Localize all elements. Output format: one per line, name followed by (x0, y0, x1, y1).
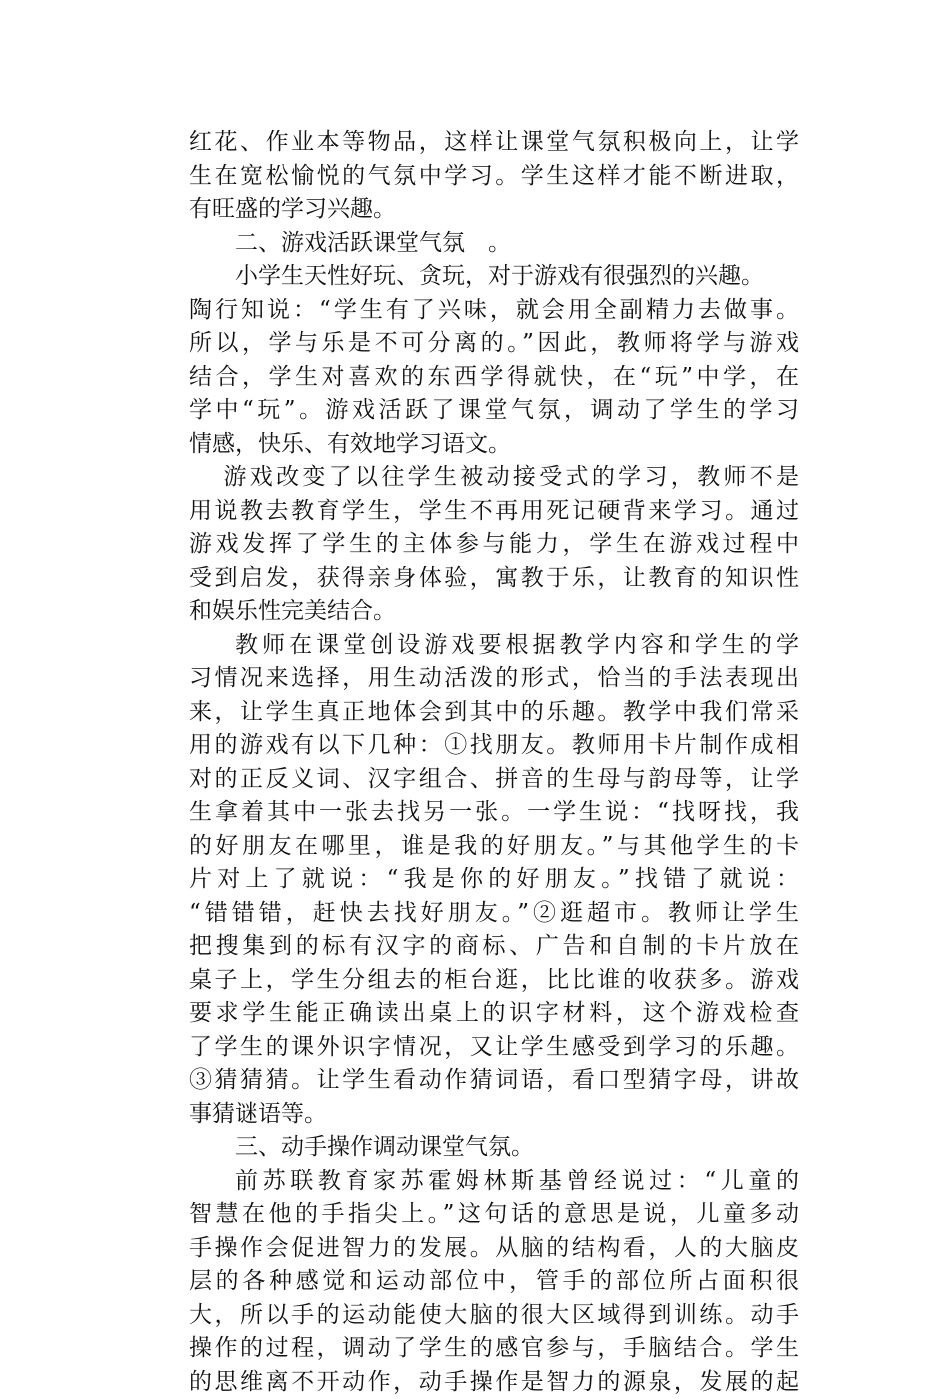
text-line: 片对上了就说：“我是你的好朋友。”找错了就说： (189, 863, 799, 897)
text-line: 事猜谜语等。 (189, 1098, 799, 1132)
text-line: 的好朋友在哪里，谁是我的好朋友。”与其他学生的卡 (189, 830, 799, 864)
text-line: 三、动手操作调动课堂气氛。 (189, 1131, 799, 1165)
text-line: 桌子上，学生分组去的柜台逛，比比谁的收获多。游戏 (189, 964, 799, 998)
text-line: 用的游戏有以下几种：①找朋友。教师用卡片制作成相 (189, 729, 799, 763)
text-line: “错错错，赶快去找好朋友。”②逛超市。教师让学生 (189, 897, 799, 931)
text-line: 生拿着其中一张去找另一张。一学生说：“找呀找，我 (189, 796, 799, 830)
text-line: 情感，快乐、有效地学习语文。 (189, 428, 799, 462)
text-line: 习情况来选择，用生动活泼的形式，恰当的手法表现出 (189, 662, 799, 696)
text-line: 有旺盛的学习兴趣。 (189, 193, 799, 227)
text-line: 的思维离不开动作，动手操作是智力的源泉，发展的起 (189, 1366, 799, 1399)
text-line: 陶行知说：“学生有了兴味，就会用全副精力去做事。 (189, 294, 799, 328)
text-line: 前苏联教育家苏霍姆林斯基曾经说过：“儿童的 (189, 1165, 799, 1199)
text-line: 智慧在他的手指尖上。”这句话的意思是说，儿童多动 (189, 1198, 799, 1232)
text-line: 用说教去教育学生，学生不再用死记硬背来学习。通过 (189, 495, 799, 529)
text-line: 游戏发挥了学生的主体参与能力，学生在游戏过程中 (189, 528, 799, 562)
text-line: 把搜集到的标有汉字的商标、广告和自制的卡片放在 (189, 930, 799, 964)
text-line: 对的正反义词、汉字组合、拼音的生母与韵母等，让学 (189, 763, 799, 797)
text-line: 层的各种感觉和运动部位中，管手的部位所占面积很 (189, 1265, 799, 1299)
text-line: 游戏改变了以往学生被动接受式的学习，教师不是 (189, 461, 799, 495)
text-line: 操作的过程，调动了学生的感官参与，手脑结合。学生 (189, 1332, 799, 1366)
text-line: 受到启发，获得亲身体验，寓教于乐，让教育的知识性 (189, 562, 799, 596)
text-line: 要求学生能正确读出桌上的识字材料，这个游戏检查 (189, 997, 799, 1031)
text-line: 小学生天性好玩、贪玩，对于游戏有很强烈的兴趣。 (189, 260, 799, 294)
text-line: 手操作会促进智力的发展。从脑的结构看，人的大脑皮 (189, 1232, 799, 1266)
text-line: 和娱乐性完美结合。 (189, 595, 799, 629)
text-line: 生在宽松愉悦的气氛中学习。学生这样才能不断进取， (189, 160, 799, 194)
text-line: 学中“玩”。游戏活跃了课堂气氛，调动了学生的学习 (189, 394, 799, 428)
text-line: 二、游戏活跃课堂气氛 。 (189, 227, 799, 261)
text-line: 来，让学生真正地体会到其中的乐趣。教学中我们常采 (189, 696, 799, 730)
text-line: 红花、作业本等物品，这样让课堂气氛积极向上，让学 (189, 126, 799, 160)
text-line: 大，所以手的运动能使大脑的很大区域得到训练。动手 (189, 1299, 799, 1333)
text-line: ③猜猜猜。让学生看动作猜词语，看口型猜字母，讲故 (189, 1064, 799, 1098)
text-line: 了学生的课外识字情况，又让学生感受到学习的乐趣。 (189, 1031, 799, 1065)
text-line: 教师在课堂创设游戏要根据教学内容和学生的学 (189, 629, 799, 663)
text-line: 所以，学与乐是不可分离的。”因此，教师将学与游戏 (189, 327, 799, 361)
document-body (189, 126, 799, 1399)
text-line: 结合，学生对喜欢的东西学得就快，在“玩”中学，在 (189, 361, 799, 395)
